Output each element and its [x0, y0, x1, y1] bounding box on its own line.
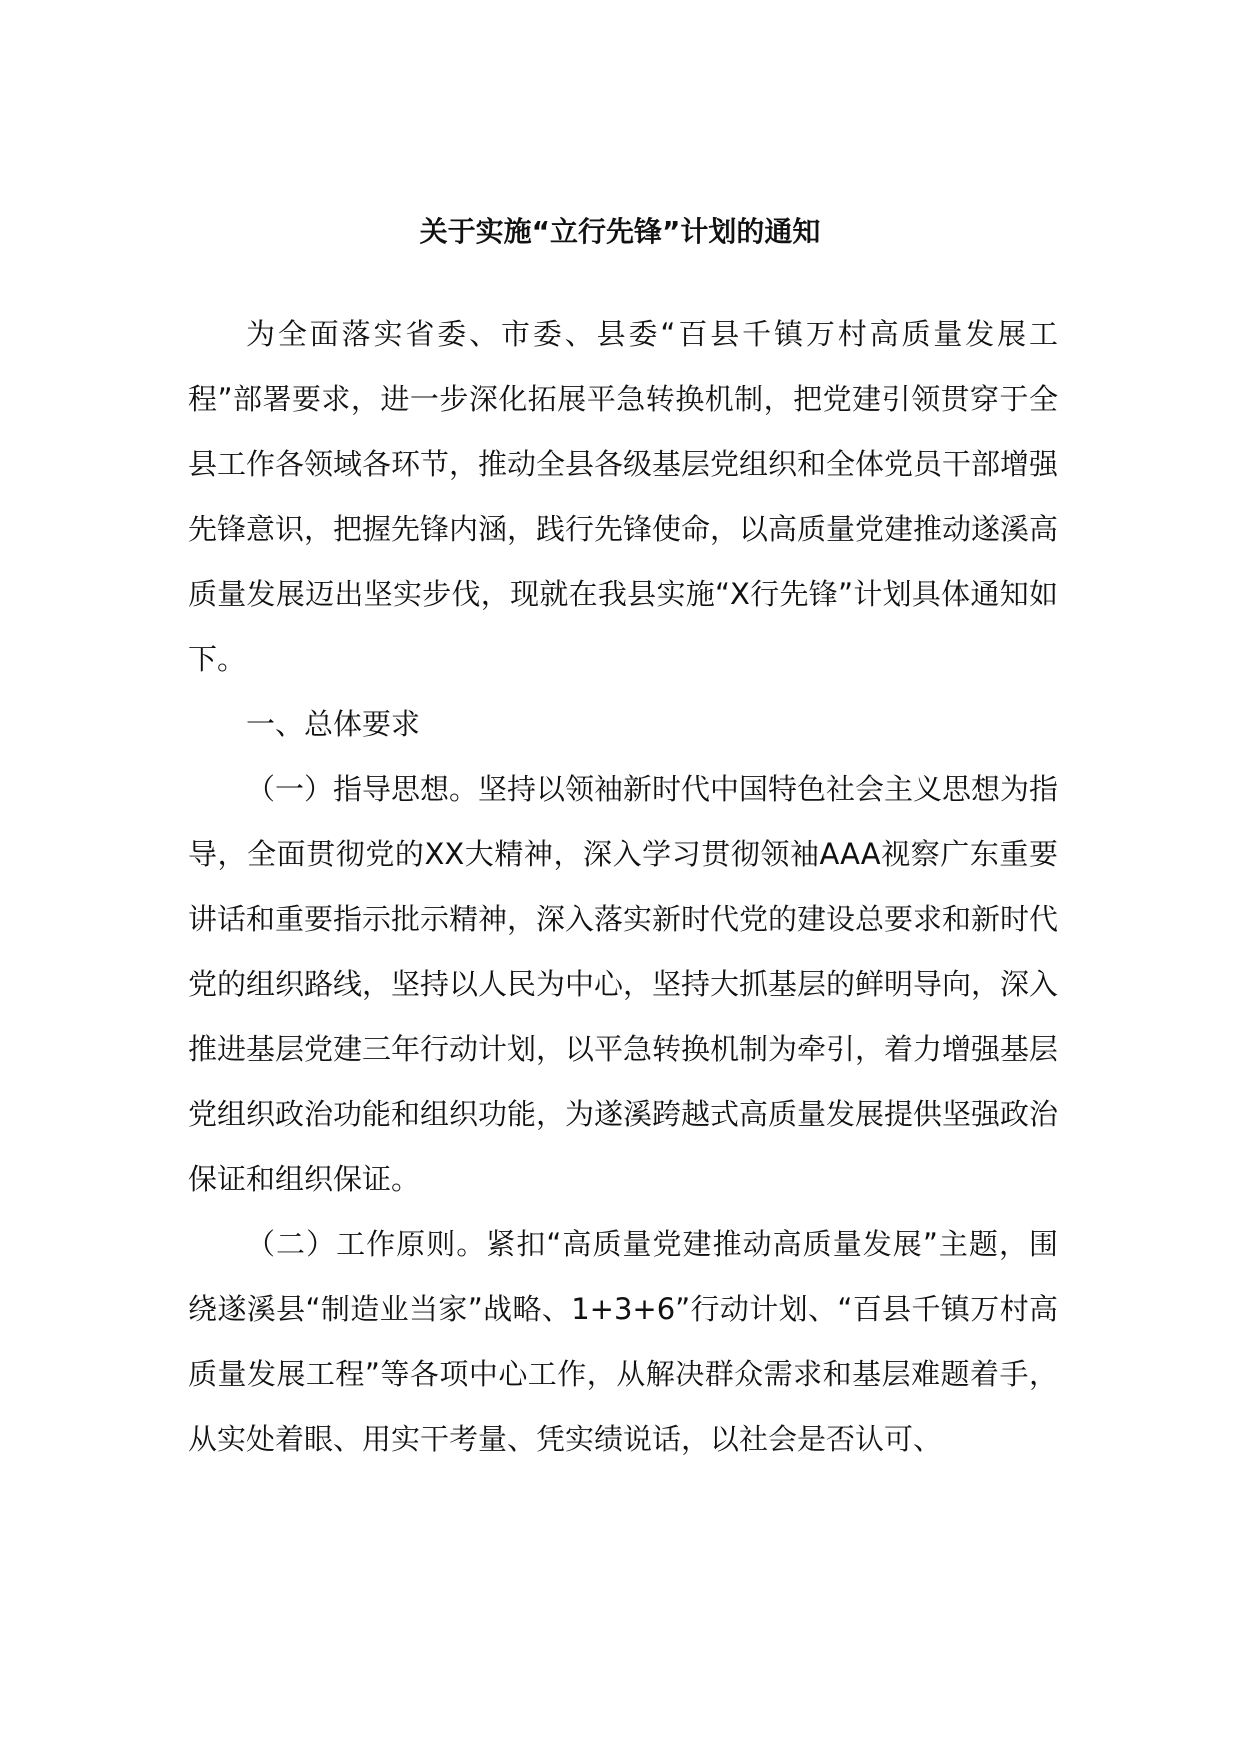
paragraph-work-principles: （二）工作原则。紧扣“高质量党建推动高质量发展”主题，围绕遂溪县“制造业当家”战略、1+3+6”行动计划、“百县千镇万村高质量发展工程”等各项中心工作，从解决群众需求和基层难题着手，从实处着眼、用实干考量、凭实绩说话，以社会是否认可、	[188, 1227, 1058, 1456]
document-body	[188, 302, 1058, 1472]
paragraph-guiding-ideology: （一）指导思想。坚持以领袖新时代中国特色社会主义思想为指导，全面贯彻党的XX大精神，深入学习贯彻领袖AAA视察广东重要讲话和重要指示批示精神，深入落实新时代党的建设总要求和新时代党的组织路线，坚持以人民为中心，坚持大抓基层的鲜明导向，深入推进基层党建三年行动计划，以平急转换机制为牵引，着力增强基层党组织政治功能和组织功能，为遂溪跨越式高质量发展提供坚强政治保证和组织保证。	[188, 772, 1059, 1196]
document-title: 关于实施“立行先锋”计划的通知	[419, 215, 821, 248]
paragraph-intro: 为全面落实省委、市委、县委“百县千镇万村高质量发展工程”部署要求，进一步深化拓展平急转换机制，把党建引领贯穿于全县工作各领域各环节，推动全县各级基层党组织和全体党员干部增强先锋意识，把握先锋内涵，践行先锋使命，以高质量党建推动遂溪高质量发展迈出坚实步伐，现就在我县实施“X行先锋”计划具体通知如下。	[188, 317, 1059, 676]
section-heading-general-requirements: 一、总体要求	[246, 707, 421, 741]
